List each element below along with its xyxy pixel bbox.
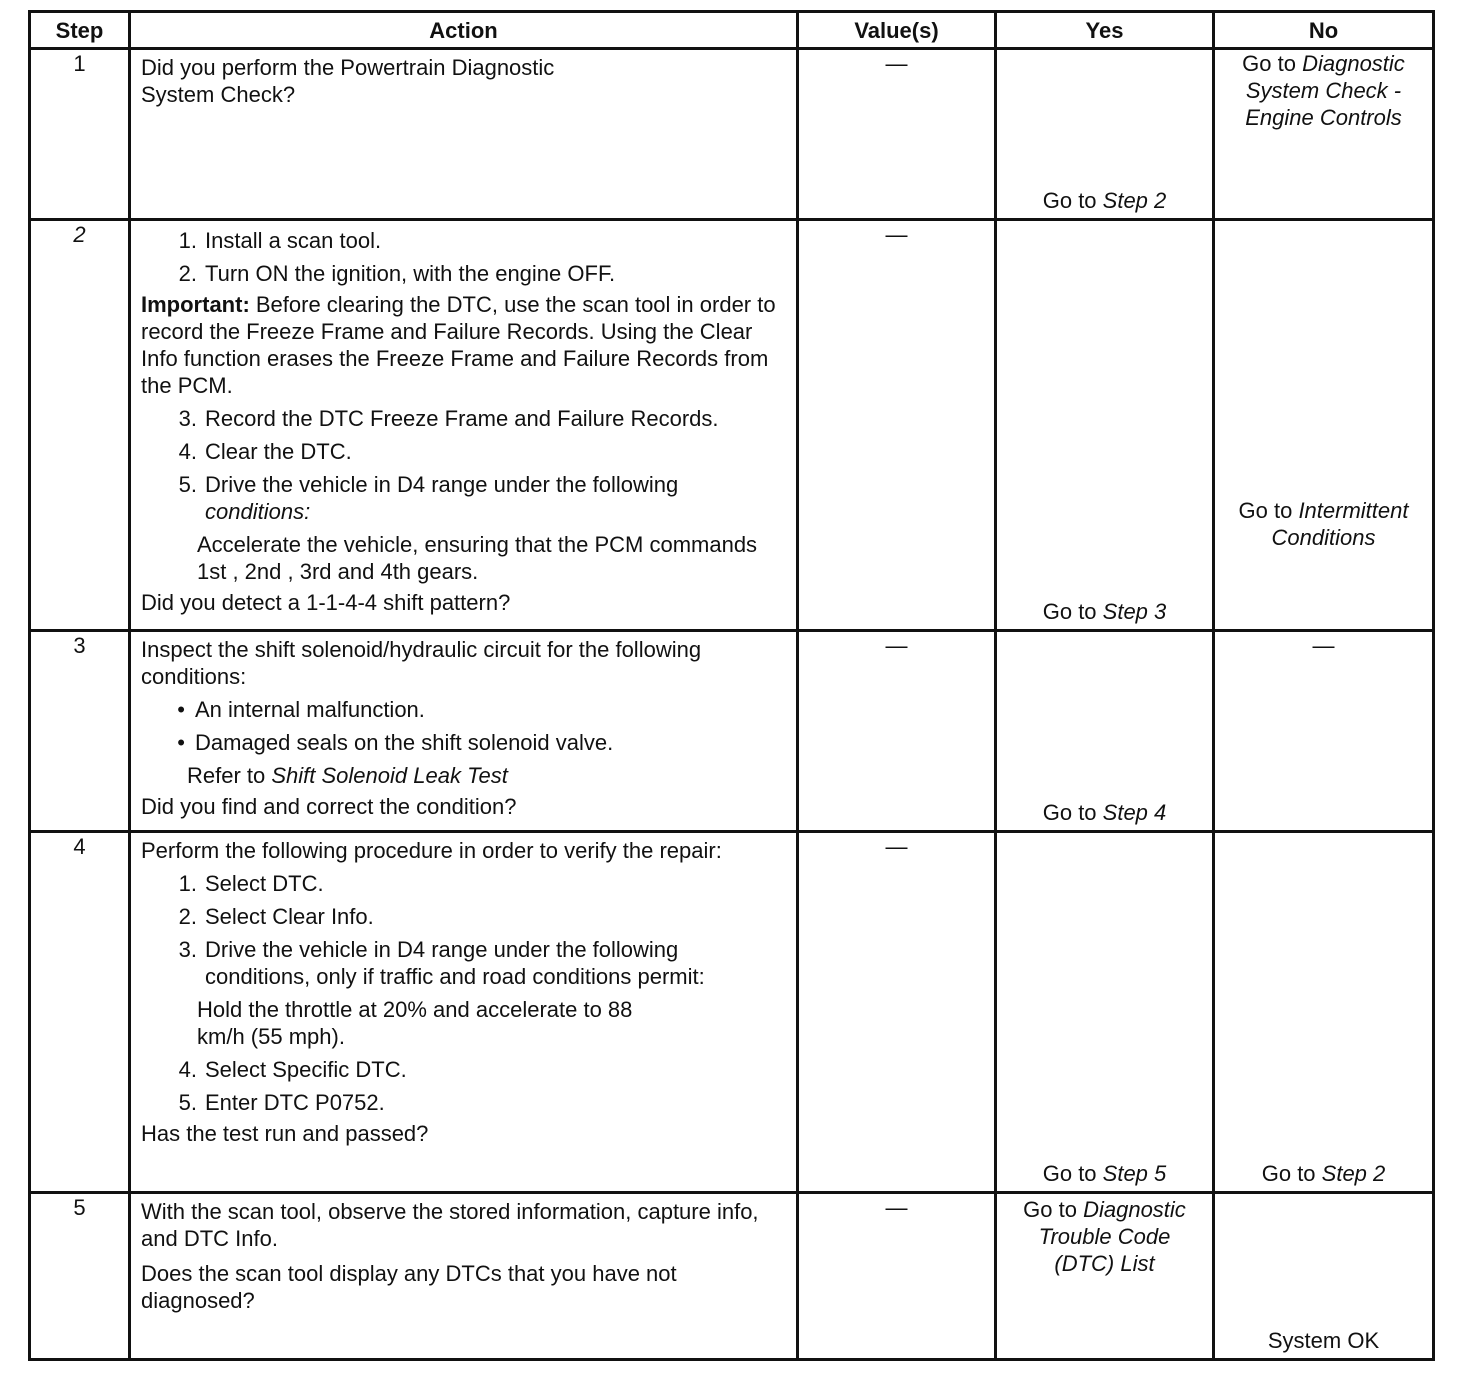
action-item: Drive the vehicle in D4 range under the following bbox=[205, 472, 679, 497]
no-cell bbox=[1214, 832, 1434, 1193]
action-cell: Perform the following procedure in order to verify the repair: 1. Select DTC. 2. Select Clear Info. 3. Drive the vehicle in D4 range under the following conditions, only if traffic and road conditions permit: Hold the throttle at 20% and accelerate to 88 km/h (55 mph). 4. Select Specific DTC. 5. Enter DTC P0752. Has the test run and passed? bbox=[130, 832, 798, 1193]
no-prefix: Go to bbox=[1238, 498, 1299, 523]
yes-prefix: Go to bbox=[1042, 1161, 1103, 1186]
value-cell: — bbox=[798, 49, 996, 220]
action-item: Drive the vehicle in D4 range under the following conditions, only if traffic and road conditions permit: bbox=[205, 937, 705, 989]
step-number: 1 bbox=[30, 49, 130, 220]
action-subtext: Accelerate the vehicle, ensuring that the PCM commands 1st , 2nd , 3rd and 4th gears. bbox=[197, 532, 758, 584]
action-intro: Inspect the shift solenoid/hydraulic circuit for the following conditions: bbox=[141, 637, 702, 689]
yes-cell bbox=[996, 49, 1214, 220]
step-number: 3 bbox=[30, 631, 130, 832]
action-question: Did you detect a 1-1-4-4 shift pattern? bbox=[141, 590, 511, 615]
yes-cell bbox=[996, 832, 1214, 1193]
no-cell bbox=[1214, 49, 1434, 220]
no-prefix: Go to bbox=[1261, 1161, 1322, 1186]
action-question: Does the scan tool display any DTCs that you have not diagnosed? bbox=[141, 1261, 677, 1313]
action-item: Select Specific DTC. bbox=[205, 1057, 407, 1082]
no-cell bbox=[1214, 220, 1434, 631]
action-item: Select DTC. bbox=[205, 871, 324, 896]
yes-link[interactable]: Diagnostic Trouble Code (DTC) List bbox=[1038, 1197, 1186, 1276]
action-subtext: Hold the throttle at 20% and accelerate to 88 km/h (55 mph). bbox=[197, 997, 633, 1049]
action-question: Did you find and correct the condition? bbox=[141, 794, 517, 819]
yes-link[interactable]: Step 4 bbox=[1102, 800, 1167, 825]
value-cell: — bbox=[798, 832, 996, 1193]
action-item: Select Clear Info. bbox=[205, 904, 374, 929]
no-link[interactable]: Diagnostic System Check - Engine Controls bbox=[1245, 51, 1405, 130]
yes-prefix: Go to bbox=[1042, 599, 1103, 624]
yes-link[interactable]: Step 3 bbox=[1102, 599, 1167, 624]
action-paragraph: With the scan tool, observe the stored information, capture info, and DTC Info. bbox=[141, 1199, 759, 1251]
action-bullet: Damaged seals on the shift solenoid valve. bbox=[195, 730, 614, 755]
step-number: 5 bbox=[30, 1193, 130, 1360]
table-row bbox=[30, 631, 1434, 832]
yes-cell bbox=[996, 1193, 1214, 1360]
action-cell bbox=[130, 49, 798, 220]
action-item: Install a scan tool. bbox=[205, 228, 382, 253]
action-intro: Perform the following procedure in order to verify the repair: bbox=[141, 838, 722, 863]
header-step: Step bbox=[30, 12, 130, 49]
action-bullet: An internal malfunction. bbox=[195, 697, 425, 722]
no-link[interactable]: Step 2 bbox=[1321, 1161, 1386, 1186]
action-question: Did you perform the Powertrain Diagnostic System Check? bbox=[141, 55, 555, 107]
table-row bbox=[30, 1193, 1434, 1360]
action-cell bbox=[130, 1193, 798, 1360]
table-row bbox=[30, 832, 1434, 1193]
table-row bbox=[30, 220, 1434, 631]
yes-prefix: Go to bbox=[1042, 188, 1103, 213]
no-text: System OK bbox=[1267, 1328, 1380, 1353]
no-prefix: Go to bbox=[1242, 51, 1303, 76]
diagnostic-table bbox=[28, 10, 1435, 1361]
step-number: 4 bbox=[30, 832, 130, 1193]
yes-link[interactable]: Step 5 bbox=[1102, 1161, 1167, 1186]
action-cell: Inspect the shift solenoid/hydraulic circuit for the following conditions: • An internal malfunction. • Damaged seals on the shift solenoid valve. Refer to Shift Solenoid Leak Test Did you find and correct the condition? bbox=[130, 631, 798, 832]
header-values: Value(s) bbox=[798, 12, 996, 49]
action-item: Clear the DTC. bbox=[205, 439, 352, 464]
important-text: Before clearing the DTC, use the scan tool in order to record the Freeze Frame and Failure Records. Using the Clear Info function erases the Freeze Frame and Failure Records from the PCM. bbox=[141, 292, 776, 398]
important-label: Important: bbox=[141, 292, 250, 317]
yes-cell bbox=[996, 220, 1214, 631]
action-question: Has the test run and passed? bbox=[141, 1121, 429, 1146]
table-row bbox=[30, 49, 1434, 220]
action-item: Enter DTC P0752. bbox=[205, 1090, 385, 1115]
header-action: Action bbox=[130, 12, 798, 49]
header-row bbox=[30, 12, 1434, 49]
yes-prefix: Go to bbox=[1023, 1197, 1084, 1222]
refer-prefix: Refer to bbox=[187, 763, 272, 788]
value-cell: — bbox=[798, 220, 996, 631]
action-cell: 1. Install a scan tool. 2. Turn ON the ignition, with the engine OFF. Important: Before clearing the DTC, use the scan tool in order to record the Freeze Frame and Failure Records. Using the Clear Info function erases the Freeze Frame and Failure Records from the PCM. 3. Record the DTC Freeze Frame and Failure Records. 4. Clear the DTC. 5. Drive the vehicle in D4 range under the following conditions: Accelerate the vehicle, ensuring that the PCM commands 1st , 2nd , 3rd and 4th gears. Did you detect a 1-1-4-4 shift pattern? bbox=[130, 220, 798, 631]
value-cell: — bbox=[798, 631, 996, 832]
action-item-italic: conditions: bbox=[205, 499, 311, 524]
no-cell bbox=[1214, 1193, 1434, 1360]
no-link[interactable]: Intermittent Conditions bbox=[1271, 498, 1409, 550]
header-no: No bbox=[1214, 12, 1434, 49]
action-item: Turn ON the ignition, with the engine OFF. bbox=[205, 261, 616, 286]
header-yes: Yes bbox=[996, 12, 1214, 49]
yes-prefix: Go to bbox=[1042, 800, 1103, 825]
action-item: Record the DTC Freeze Frame and Failure Records. bbox=[205, 406, 719, 431]
refer-link[interactable]: Shift Solenoid Leak Test bbox=[271, 763, 508, 788]
yes-cell bbox=[996, 631, 1214, 832]
value-cell: — bbox=[798, 1193, 996, 1360]
no-cell: — bbox=[1214, 631, 1434, 832]
step-number: 2 bbox=[30, 220, 130, 631]
yes-link[interactable]: Step 2 bbox=[1102, 188, 1167, 213]
